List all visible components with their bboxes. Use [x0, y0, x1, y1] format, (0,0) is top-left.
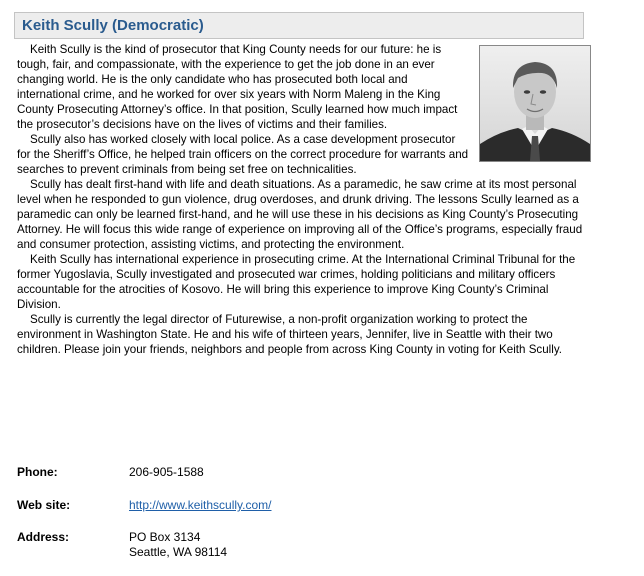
address-label: Address:	[17, 530, 70, 544]
website-link[interactable]: http://www.keithscully.com/	[129, 498, 272, 512]
bio-paragraph: Scully has dealt first-hand with life and death situations. As a paramedic, he saw crime at its most personal level when he responded to gun violence, drug overdoses, and drunk driving. The lessons Scully learned as a paramedic can only be learned first-hand, and he will use these in his decisions as King County’s Prosecuting Attorney. He will focus this wide range of experience on improving all of the Office’s programs, especially fraud and consumer protection, assisting victims, and protecting the environment.	[17, 178, 583, 251]
candidate-statement	[17, 42, 591, 357]
phone-value: 206-905-1588	[129, 465, 204, 479]
bio-paragraph: Scully is currently the legal director of Futurewise, a non-profit organization working to protect the environment in Washington State. He and his wife of thirteen years, Jennifer, live in Seattle with their two children. Please join your friends, neighbors and people from across King County in voting for Keith Scully.	[17, 313, 562, 356]
address-line-1: PO Box 3134	[129, 530, 201, 544]
candidate-header	[14, 12, 584, 39]
phone-label: Phone:	[17, 465, 58, 479]
website-label: Web site:	[17, 498, 71, 512]
bio-paragraph: Keith Scully has international experience in prosecuting crime. At the International Criminal Tribunal for the former Yugoslavia, Scully investigated and prosecuted war crimes, holding politicians and military officers accountable for the atrocities of Kosovo. He will bring this experience to improve King County’s Criminal Division.	[17, 253, 576, 311]
address-line-2: Seattle, WA 98114	[129, 545, 228, 559]
bio-paragraph: Keith Scully is the kind of prosecutor that King County needs for our future: he is tough, fair, and compassionate, with the experience to get the job done in an ever changing world. He is the only candidate who has prosecuted both local and international crime, and he worked for over six years with Norm Maleng in the King County Prosecuting Attorney’s office. In that position, Scully learned how much impact the prosecutor’s decisions have on the lives of victims and their families.	[17, 43, 458, 131]
candidate-name-heading: Keith Scully (Democratic)	[22, 17, 204, 34]
candidate-photo	[479, 45, 591, 162]
bio-paragraph: Scully also has worked closely with local police. As a case development prosecutor for the Sheriff’s Office, he helped train officers on the correct procedure for warrants and searches to prevent criminals from being set free on technicalities.	[17, 133, 469, 176]
